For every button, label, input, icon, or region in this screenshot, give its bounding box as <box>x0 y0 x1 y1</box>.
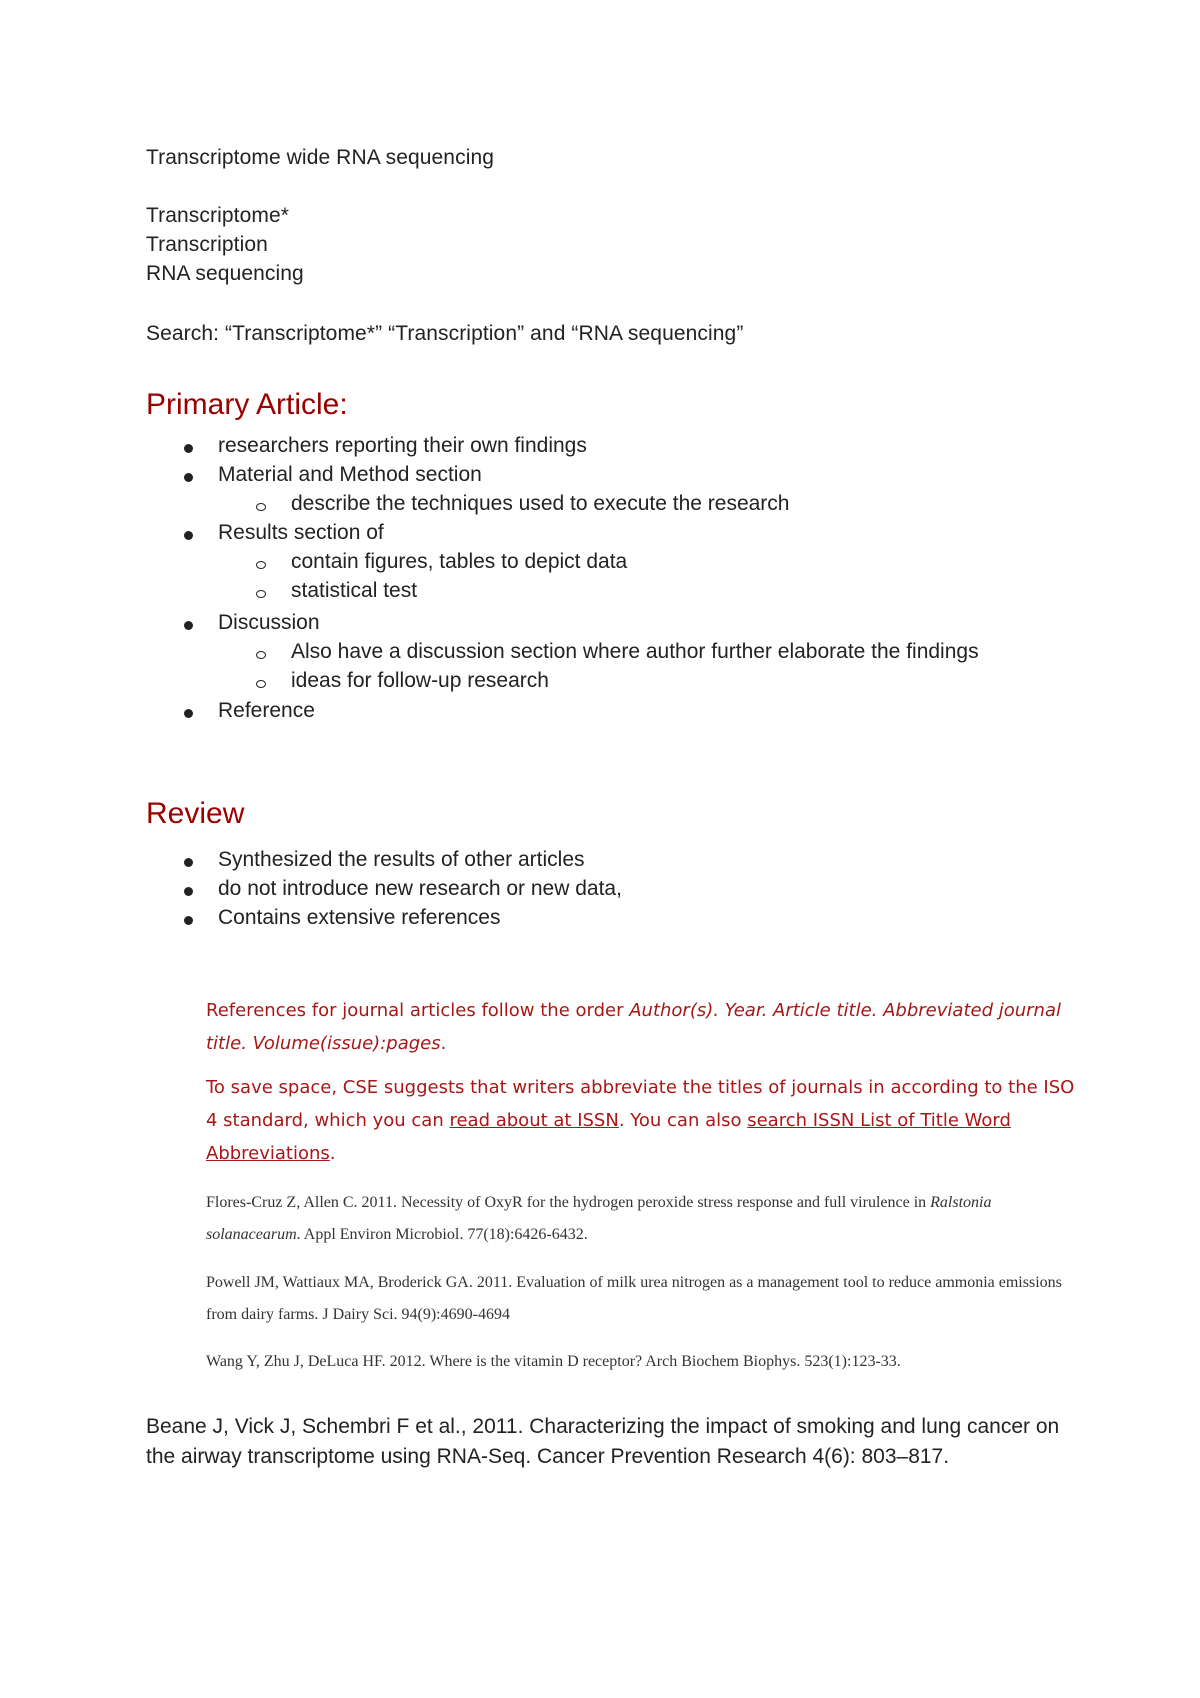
bullet-dot-icon <box>184 621 193 630</box>
keyword-rna-sequencing: RNA sequencing <box>146 262 304 285</box>
abbreviation-note <box>206 1071 1076 1170</box>
bullet-ring-icon <box>256 680 266 688</box>
list-subitem: contain figures, tables to depict data <box>291 550 628 573</box>
note-text: References for journal articles follow the order <box>206 1000 630 1021</box>
note-text: . You can also <box>618 1110 748 1131</box>
note-text: . <box>440 1033 447 1054</box>
bullet-dot-icon <box>184 887 193 896</box>
species-name: Ralstonia solanacearum <box>206 1194 992 1243</box>
bullet-dot-icon <box>184 473 193 482</box>
list-item: Contains extensive references <box>218 906 501 929</box>
note-text: To save space, CSE suggests that writers abbreviate the titles of journals in according to the ISO 4 standard, which you can <box>206 1077 1075 1131</box>
bullet-ring-icon <box>256 590 266 598</box>
issn-title-abbreviations-link[interactable]: search ISSN List of Title Word Abbreviations <box>206 1110 1011 1164</box>
note-text: . <box>329 1143 336 1164</box>
bullet-dot-icon <box>184 709 193 718</box>
list-item: Discussion <box>218 611 320 634</box>
search-query-line: Search: “Transcriptome*” “Transcription” and “RNA sequencing” <box>146 322 744 345</box>
reference-text: Flores-Cruz Z, Allen C. 2011. Necessity of OxyR for the hydrogen peroxide stress response and full virulence in <box>206 1194 931 1211</box>
primary-article-heading: Primary Article: <box>146 388 348 421</box>
reference-text: Wang Y, Zhu J, DeLuca HF. 2012. Where is the vitamin D receptor? Arch Biochem Biophys. 523(1):123-33. <box>206 1353 901 1370</box>
list-item: Reference <box>218 699 315 722</box>
list-subitem: Also have a discussion section where author further elaborate the findings <box>291 640 979 663</box>
example-reference-1 <box>206 1187 1066 1251</box>
list-item: Material and Method section <box>218 463 482 486</box>
list-item: do not introduce new research or new data, <box>218 877 622 900</box>
example-reference-2 <box>206 1267 1066 1331</box>
bullet-dot-icon <box>184 916 193 925</box>
citation-format: Author(s). Year. Article title. Abbreviated journal title. Volume(issue):pages <box>206 1000 1061 1054</box>
bullet-dot-icon <box>184 531 193 540</box>
bullet-ring-icon <box>256 503 266 511</box>
bullet-dot-icon <box>184 444 193 453</box>
list-item: Synthesized the results of other articles <box>218 848 585 871</box>
list-subitem: describe the techniques used to execute the research <box>291 492 790 515</box>
reference-text: Powell JM, Wattiaux MA, Broderick GA. 2011. Evaluation of milk urea nitrogen as a management tool to reduce ammonia emissions from dairy farms. J Dairy Sci. 94(9):4690-4694 <box>206 1274 1062 1323</box>
list-subitem: ideas for follow-up research <box>291 669 549 692</box>
bullet-ring-icon <box>256 561 266 569</box>
review-heading: Review <box>146 797 245 830</box>
reference-text: . Appl Environ Microbiol. 77(18):6426-6432. <box>296 1226 588 1243</box>
list-item: Results section of <box>218 521 384 544</box>
list-item: researchers reporting their own findings <box>218 434 587 457</box>
example-reference-3 <box>206 1346 1066 1378</box>
keyword-transcription: Transcription <box>146 233 268 256</box>
document-title: Transcriptome wide RNA sequencing <box>146 146 495 169</box>
keyword-transcriptome: Transcriptome* <box>146 204 289 227</box>
list-subitem: statistical test <box>291 579 418 602</box>
bullet-dot-icon <box>184 858 193 867</box>
issn-link[interactable]: read about at ISSN <box>449 1110 619 1131</box>
bullet-ring-icon <box>256 651 266 659</box>
citation-order-note <box>206 994 1076 1060</box>
final-reference: Beane J, Vick J, Schembri F et al., 2011. Characterizing the impact of smoking and lung cancer on the airway transcriptome using RNA-Seq. Cancer Prevention Research 4(6): 803–817. <box>146 1415 1060 1468</box>
